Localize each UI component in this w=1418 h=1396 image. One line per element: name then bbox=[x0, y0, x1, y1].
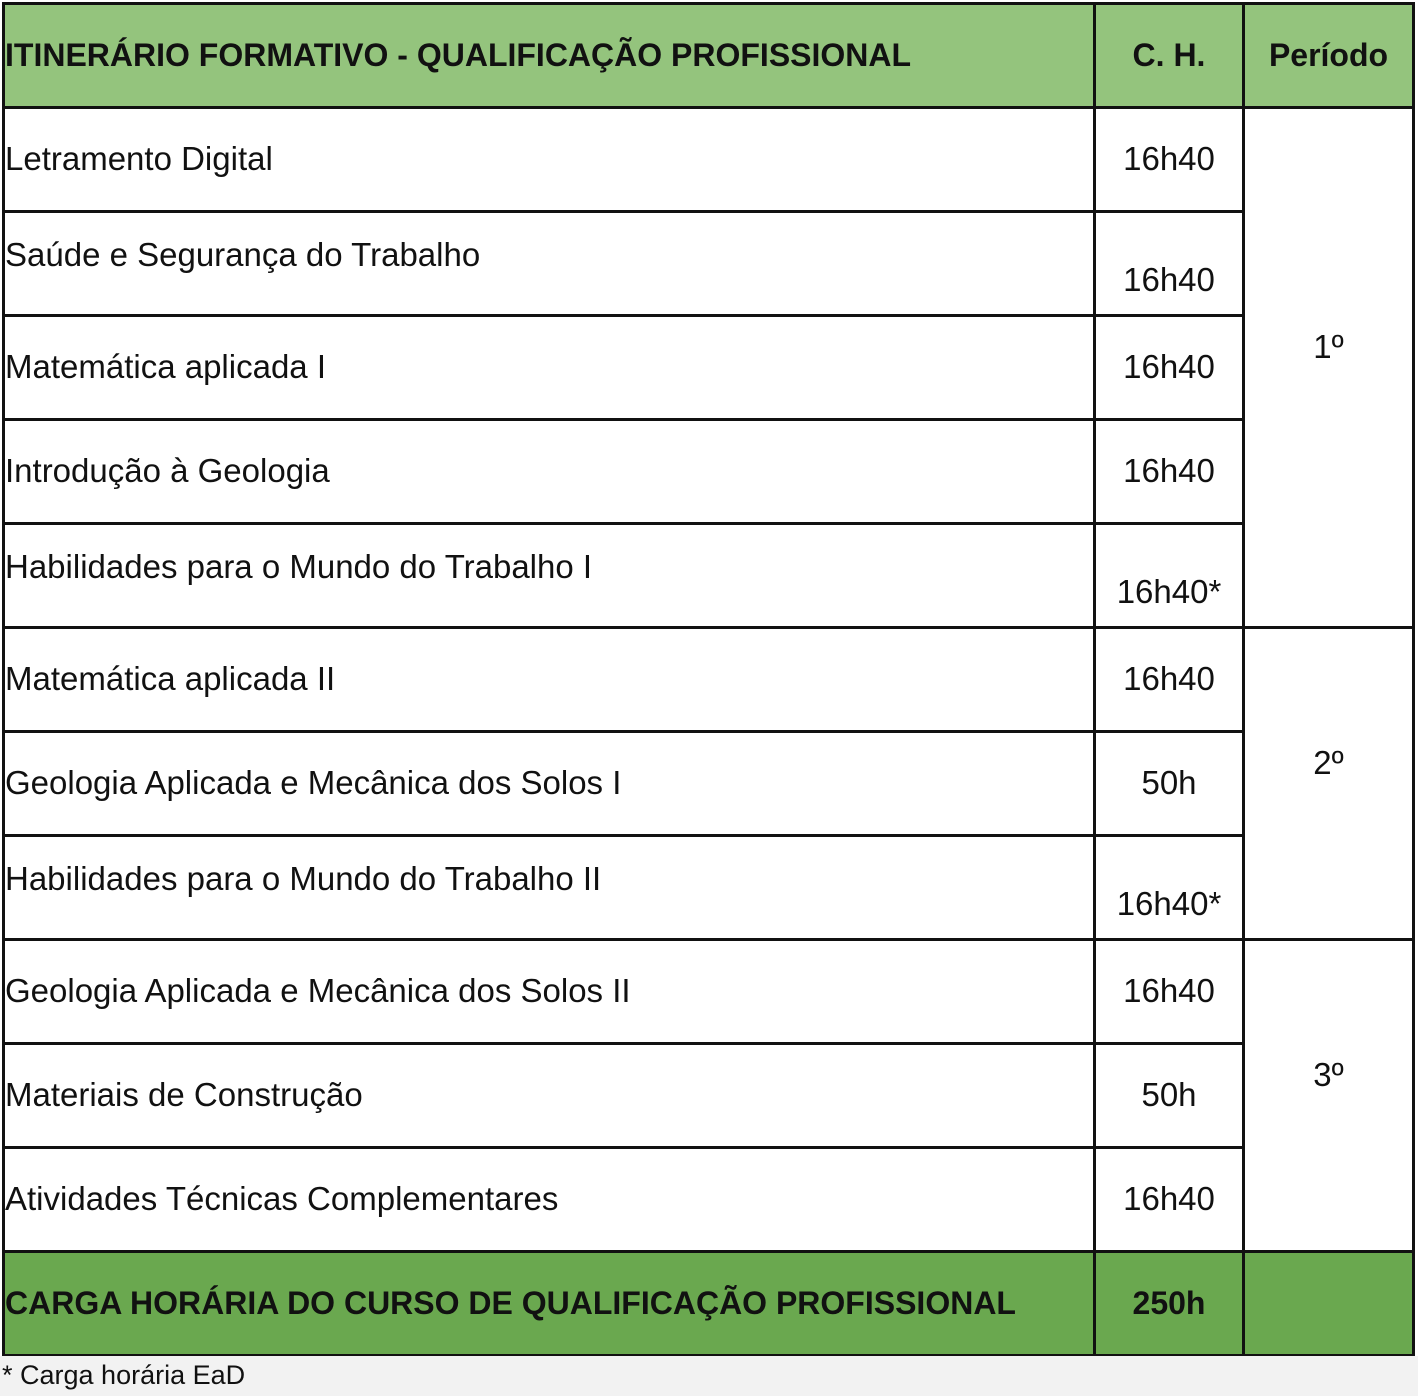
subject-cell: Saúde e Segurança do Trabalho bbox=[4, 212, 1095, 316]
table-row bbox=[4, 1148, 1414, 1252]
period-label: 1º bbox=[1313, 328, 1344, 366]
workload-cell: 16h40 bbox=[1095, 212, 1244, 316]
period-cell-1 bbox=[1244, 108, 1414, 628]
table-row bbox=[4, 836, 1414, 940]
footnote: * Carga horária EaD bbox=[0, 1356, 1418, 1396]
table-row bbox=[4, 524, 1414, 628]
workload-cell: 16h40 bbox=[1095, 420, 1244, 524]
table-row bbox=[4, 628, 1414, 732]
header-subject: ITINERÁRIO FORMATIVO - QUALIFICAÇÃO PROFISSIONAL bbox=[4, 4, 1095, 108]
header-period: Período bbox=[1244, 4, 1414, 108]
table-row bbox=[4, 1044, 1414, 1148]
subject-cell: Letramento Digital bbox=[4, 108, 1095, 212]
total-label: CARGA HORÁRIA DO CURSO DE QUALIFICAÇÃO PROFISSIONAL bbox=[4, 1252, 1095, 1356]
table-row bbox=[4, 732, 1414, 836]
table-row bbox=[4, 212, 1414, 316]
workload-cell: 16h40 bbox=[1095, 1148, 1244, 1252]
period-cell-2 bbox=[1244, 628, 1414, 940]
curriculum-table bbox=[2, 2, 1415, 1357]
table-row bbox=[4, 420, 1414, 524]
workload-cell: 16h40* bbox=[1095, 524, 1244, 628]
subject-cell: Matemática aplicada II bbox=[4, 628, 1095, 732]
total-row bbox=[4, 1252, 1414, 1356]
workload-cell: 16h40* bbox=[1095, 836, 1244, 940]
workload-cell: 16h40 bbox=[1095, 316, 1244, 420]
workload-cell: 50h bbox=[1095, 1044, 1244, 1148]
subject-cell: Materiais de Construção bbox=[4, 1044, 1095, 1148]
period-cell-3 bbox=[1244, 940, 1414, 1252]
subject-cell: Atividades Técnicas Complementares bbox=[4, 1148, 1095, 1252]
subject-cell: Geologia Aplicada e Mecânica dos Solos I bbox=[4, 732, 1095, 836]
subject-cell: Habilidades para o Mundo do Trabalho I bbox=[4, 524, 1095, 628]
workload-cell: 16h40 bbox=[1095, 108, 1244, 212]
table-header-row bbox=[4, 4, 1414, 108]
workload-cell: 16h40 bbox=[1095, 940, 1244, 1044]
table-row bbox=[4, 108, 1414, 212]
period-label: 2º bbox=[1313, 744, 1344, 782]
subject-cell: Introdução à Geologia bbox=[4, 420, 1095, 524]
total-period-cell bbox=[1244, 1252, 1414, 1356]
workload-cell: 16h40 bbox=[1095, 628, 1244, 732]
subject-cell: Habilidades para o Mundo do Trabalho II bbox=[4, 836, 1095, 940]
period-label: 3º bbox=[1313, 1056, 1344, 1094]
table-row bbox=[4, 940, 1414, 1044]
header-workload: C. H. bbox=[1095, 4, 1244, 108]
total-workload: 250h bbox=[1095, 1252, 1244, 1356]
table-row bbox=[4, 316, 1414, 420]
subject-cell: Geologia Aplicada e Mecânica dos Solos II bbox=[4, 940, 1095, 1044]
workload-cell: 50h bbox=[1095, 732, 1244, 836]
subject-cell: Matemática aplicada I bbox=[4, 316, 1095, 420]
